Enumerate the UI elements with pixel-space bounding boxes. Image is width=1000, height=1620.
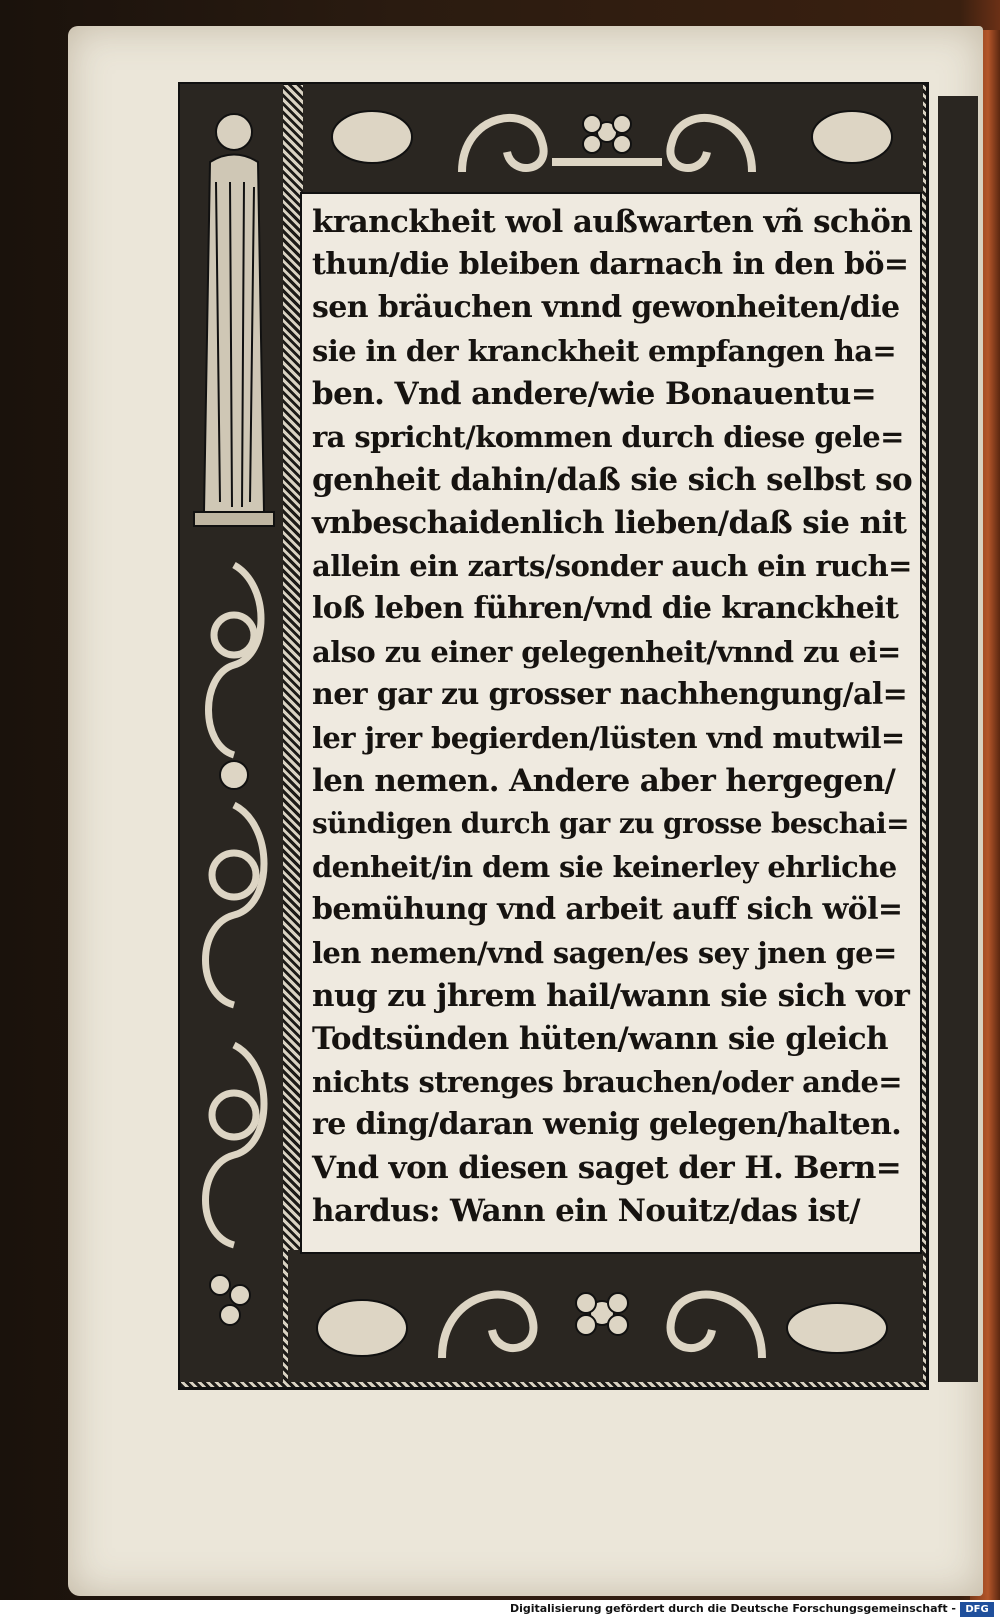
- dfg-logo: DFG: [960, 1602, 994, 1617]
- text-line: len nemen/vnd sagen/es sey jnen ge=: [312, 936, 897, 970]
- text-line: ner gar zu grosser nachhengung/al=: [312, 677, 908, 712]
- footer-credit: Digitalisierung gefördert durch die Deutsche Forschungsgemeinschaft -: [509, 1602, 956, 1615]
- text-line: vnbeschaidenlich lieben/daß sie nit: [312, 505, 907, 541]
- text-line: bemühung vnd arbeit auff sich wöl=: [312, 892, 903, 927]
- text-line: re ding/daran wenig gelegen/halten.: [312, 1107, 902, 1142]
- scroll-ornament-icon: [190, 545, 278, 1365]
- text-block: [300, 192, 922, 1254]
- text-line: loß leben führen/vnd die kranckheit: [312, 591, 899, 626]
- text-line: nichts strenges brauchen/oder ande=: [312, 1065, 902, 1099]
- text-line: sündigen durch gar zu grosse beschai=: [312, 807, 909, 840]
- border-right-panel: [938, 96, 978, 1382]
- flower-rosette-icon: [312, 92, 912, 186]
- saint-figure-icon: [190, 92, 278, 532]
- text-line: len nemen. Andere aber hergegen/: [312, 763, 896, 799]
- animal-figure-icon: [292, 1258, 918, 1376]
- text-line: ler jrer begierden/lüsten vnd mutwil=: [312, 721, 905, 755]
- text-line: sen bräuchen vnnd gewonheiten/die: [312, 290, 900, 325]
- text-line: kranckheit wol außwarten vñ schön: [312, 204, 913, 240]
- footer-bar: [0, 1600, 1000, 1620]
- text-line: genheit dahin/daß sie sich selbst so: [312, 462, 913, 498]
- text-line: Todtsünden hüten/wann sie gleich: [312, 1021, 888, 1057]
- text-line: sie in der kranckheit empfangen ha=: [312, 334, 897, 368]
- text-line: ra spricht/kommen durch diese gele=: [312, 420, 904, 454]
- text-line: Vnd von diesen saget der H. Bern=: [312, 1150, 902, 1186]
- text-line: denheit/in dem sie keinerley ehrliche: [312, 850, 897, 884]
- text-line: also zu einer gelegenheit/vnnd zu ei=: [312, 635, 901, 669]
- text-line: allein ein zarts/sonder auch ein ruch=: [312, 549, 912, 583]
- text-line: thun/die bleiben darnach in den bö=: [312, 247, 909, 282]
- text-line: nug zu jhrem hail/wann sie sich vor: [312, 978, 910, 1014]
- text-line: hardus: Wann ein Nouitz/das ist/: [312, 1193, 861, 1229]
- text-line: ben. Vnd andere/wie Bonauentu=: [312, 376, 877, 412]
